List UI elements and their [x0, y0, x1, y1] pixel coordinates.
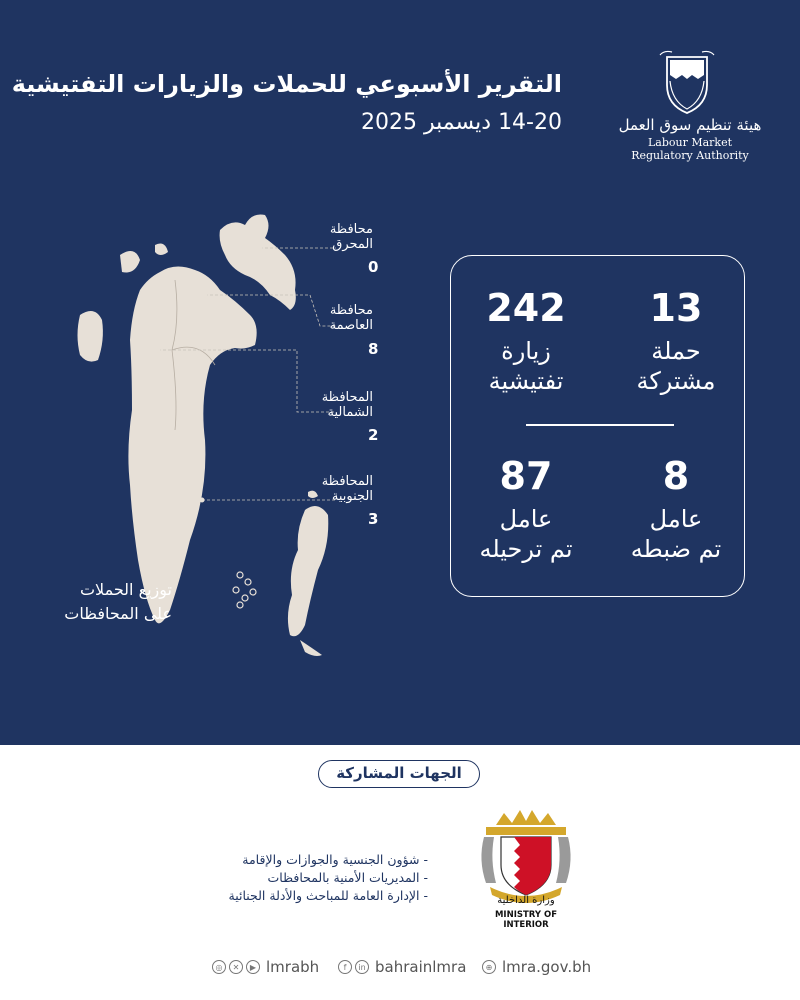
stat-label: زيارة	[501, 337, 551, 365]
gov-label-line: الجنوبية	[331, 489, 373, 504]
gov-count-capital: 8	[368, 340, 379, 358]
stat-label: عامل	[499, 505, 553, 533]
participants-list	[229, 851, 468, 905]
linkedin-icon[interactable]: in	[355, 960, 369, 974]
gov-count-muharraq: 0	[368, 258, 379, 276]
stat-value: 87	[499, 454, 553, 498]
hawar-islands	[288, 506, 328, 636]
gov-count-northern: 2	[368, 426, 379, 444]
stat-joint-campaigns	[606, 286, 746, 396]
stat-value: 242	[486, 286, 566, 330]
stat-inspection-visits	[456, 286, 596, 396]
gov-label-line: المحافظة	[321, 474, 373, 489]
gov-label-line: المحرق	[332, 237, 373, 252]
stat-workers-deported	[456, 454, 596, 564]
facebook-icon[interactable]: f	[338, 960, 352, 974]
footer-website-link[interactable]: lmra.gov.bh	[502, 958, 592, 976]
globe-icon: ⊕	[482, 960, 496, 974]
footer-handle-lmrabh[interactable]: lmrabh	[266, 958, 320, 976]
footer	[0, 955, 800, 979]
footer-handle-bahrainlmra[interactable]: bahrainlmra	[375, 958, 467, 976]
gov-label-line: الشمالية	[327, 405, 373, 420]
participant-item: - الإدارة العامة للمباحث والأدلة الجنائية	[229, 887, 428, 905]
gov-label-capital	[330, 303, 373, 333]
instagram-icon[interactable]: ◎	[212, 960, 226, 974]
map-caption	[52, 578, 172, 626]
east-islet	[155, 244, 168, 255]
moi-arabic-name: وزارة الداخلية	[497, 895, 555, 906]
lmra-arabic-name: هيئة تنظيم سوق العمل	[618, 116, 762, 134]
umm-al-nasan-island	[78, 311, 103, 362]
stat-workers-caught	[606, 454, 746, 564]
stat-label: عامل	[649, 505, 703, 533]
gov-label-southern	[322, 474, 373, 504]
lmra-english-name	[615, 136, 765, 162]
hawar-small-1	[308, 491, 318, 498]
footer-social-bahrainlmra	[338, 955, 466, 979]
map-caption-line2: على المحافظات	[64, 604, 172, 623]
participants-title: الجهات المشاركة	[318, 760, 480, 788]
x-icon[interactable]: ✕	[229, 960, 243, 974]
youtube-icon[interactable]: ▶	[246, 960, 260, 974]
lmra-name-line1: Labour Market	[647, 136, 733, 149]
map-caption-line1: توزيع الحملات	[79, 580, 172, 599]
participant-item: - شؤون الجنسية والجوازات والإقامة	[229, 851, 428, 869]
gov-label-northern	[322, 390, 373, 420]
muharraq-island	[220, 214, 296, 310]
stat-label: تفتيشية	[488, 367, 564, 395]
footer-social-lmrabh	[212, 955, 319, 979]
stat-label: تم ترحيله	[479, 535, 573, 563]
report-title: التقرير الأسبوعي للحملات والزيارات التفتيشية	[11, 70, 562, 98]
stat-value: 8	[662, 454, 690, 498]
lmra-name-line2: Regulatory Authority	[631, 149, 749, 162]
coral-islets	[233, 572, 256, 608]
north-islet	[120, 251, 140, 273]
stats-card	[450, 255, 745, 597]
report-date: 14-20 ديسمبر 2025	[361, 110, 562, 135]
moi-english-name: MINISTRY OF INTERIOR	[494, 910, 558, 930]
stat-value: 13	[649, 286, 703, 330]
gov-label-line: العاصمة	[329, 318, 373, 333]
footer-website	[482, 955, 591, 979]
stat-label: حملة	[651, 337, 701, 365]
stats-divider	[526, 424, 674, 426]
hawar-small-2	[300, 640, 322, 656]
gov-label-line: المحافظة	[321, 390, 373, 405]
participant-item: - المديريات الأمنية بالمحافظات	[229, 869, 428, 887]
gov-label-line: محافظة	[329, 303, 373, 318]
gov-label-muharraq	[330, 222, 373, 252]
gov-count-southern: 3	[368, 510, 379, 528]
gov-label-line: محافظة	[329, 222, 373, 237]
stat-label: مشتركة	[636, 367, 716, 395]
stat-label: تم ضبطه	[630, 535, 722, 563]
